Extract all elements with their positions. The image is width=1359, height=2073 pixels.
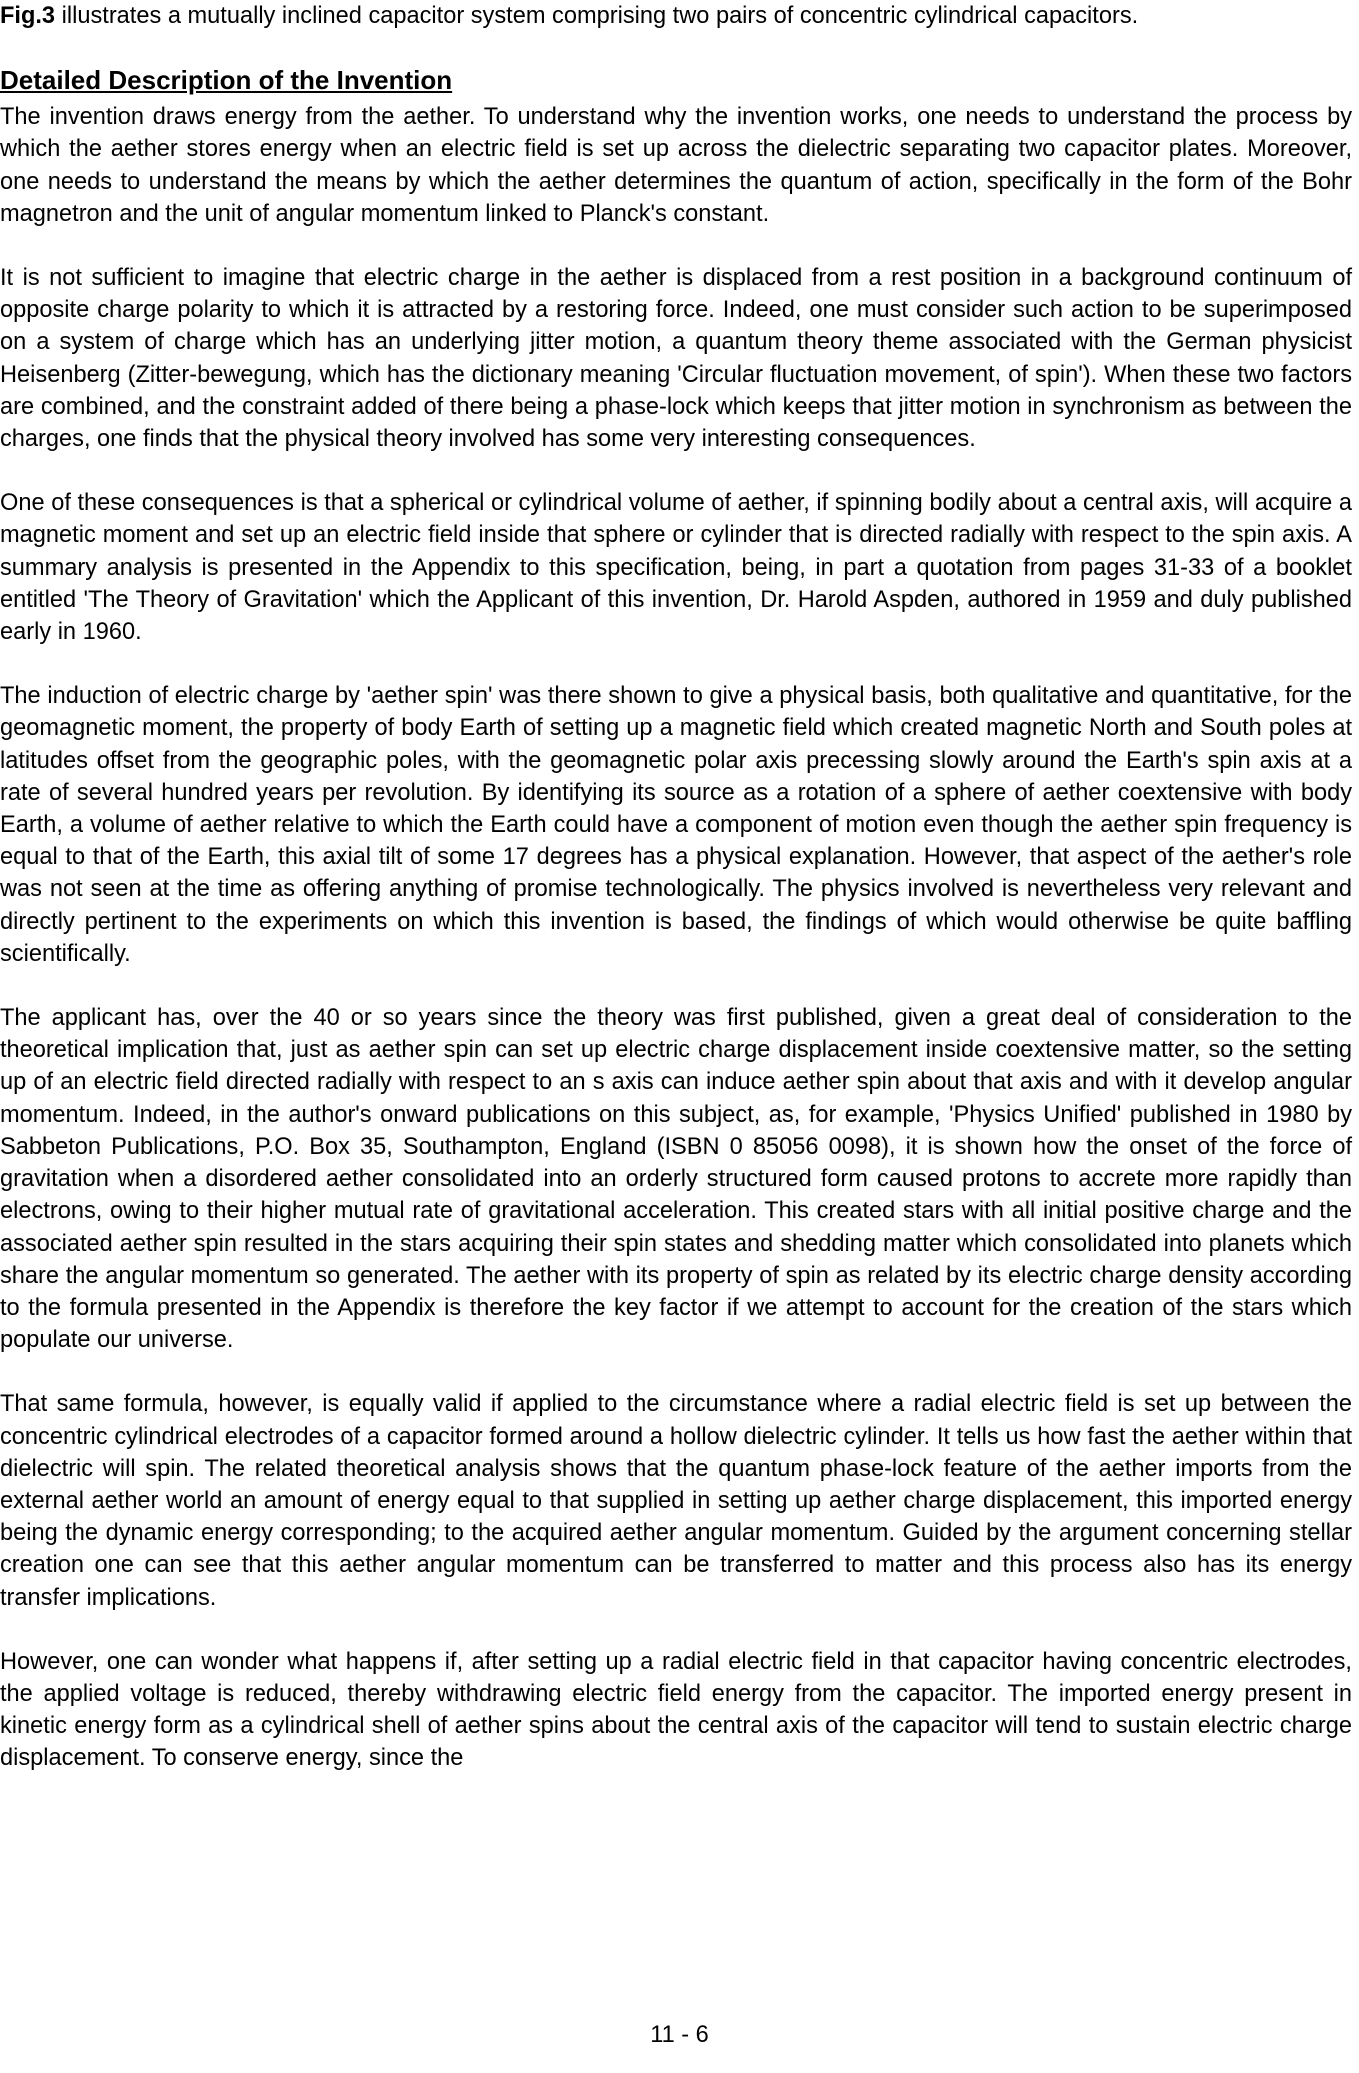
body-paragraph: However, one can wonder what happens if, after setting up a radial electric field in that capacitor having concentric electrodes, the applied voltage is reduced, thereby withdrawing electric field energy from the capacitor. The imported energy present in kinetic energy form as a cylindrical shell of aether spins about the central axis of the capacitor will tend to sustain electric charge displacement. To conserve energy, since the bbox=[0, 1648, 1352, 1772]
figure-caption-paragraph bbox=[0, 0, 1352, 32]
body-paragraph: That same formula, however, is equally valid if applied to the circumstance where a radial electric field is set up between the concentric cylindrical electrodes of a capacitor formed around a hollow dielectric cylinder. It tells us how fast the aether within that dielectric will spin. The related theoretical analysis shows that the quantum phase-lock feature of the aether imports from the external aether world an amount of energy equal to that supplied in setting up aether charge displacement, this imported energy being the dynamic energy corresponding; to the acquired aether angular momentum. Guided by the argument concerning stellar creation one can see that this aether angular momentum can be transferred to matter and this process also has its energy transfer implications. bbox=[0, 1391, 1352, 1611]
body-paragraph: The induction of electric charge by 'aether spin' was there shown to give a physical basis, both qualitative and quantitative, for the geomagnetic moment, the property of body Earth of setting up a magnetic field which created magnetic North and South poles at latitudes offset from the geographic poles, with the geomagnetic polar axis precessing slowly around the Earth's spin axis at a rate of several hundred years per revolution. By identifying its source as a rotation of a sphere of aether coextensive with body Earth, a volume of aether relative to which the Earth could have a component of motion even though the aether spin frequency is equal to that of the Earth, this axial tilt of some 17 degrees has a physical explanation. However, that aspect of the aether's role was not seen at the time as offering anything of promise technologically. The physics involved is nevertheless very relevant and directly pertinent to the experiments on which this invention is based, the findings of which would otherwise be quite baffling scientifically. bbox=[0, 683, 1352, 967]
body-paragraph: The applicant has, over the 40 or so years since the theory was first published, given a great deal of consideration to the theoretical implication that, just as aether spin can set up electric charge displacement inside coextensive matter, so the setting up of an electric field directed radially with respect to an s axis can induce aether spin about that axis and with it develop angular momentum. Indeed, in the author's onward publications on this subject, as, for example, 'Physics Unified' published in 1980 by Sabbeton Publications, P.O. Box 35, Southampton, England (ISBN 0 85056 0098), it is shown how the onset of the force of gravitation when a disordered aether consolidated into an orderly structured form caused protons to accrete more rapidly than electrons, owing to their higher mutual rate of gravitational acceleration. This created stars with all initial positive charge and the associated aether spin resulted in the stars acquiring their spin states and shedding matter which consolidated into planets which share the angular momentum so generated. The aether with its property of spin as related by its electric charge density according to the formula presented in the Appendix is therefore the key factor if we attempt to account for the creation of the stars which populate our universe. bbox=[0, 1005, 1352, 1354]
body-paragraph: The invention draws energy from the aether. To understand why the invention works, one needs to understand the process by which the aether stores energy when an electric field is set up across the dielectric separating two capacitor plates. Moreover, one needs to understand the means by which the aether determines the quantum of action, specifically in the form of the Bohr magnetron and the unit of angular momentum linked to Planck's constant. bbox=[0, 104, 1352, 227]
figure-description: illustrates a mutually inclined capacitor system comprising two pairs of concentric cylindrical capacitors. bbox=[55, 3, 1139, 29]
section-heading: Detailed Description of the Invention bbox=[0, 65, 453, 96]
body-paragraph: It is not sufficient to imagine that electric charge in the aether is displaced from a rest position in a background continuum of opposite charge polarity to which it is attracted by a restoring force. Indeed, one must consider such action to be superimposed on a system of charge which has an underlying jitter motion, a quantum theory theme associated with the German physicist Heisenberg (Zitter-bewegung, which has the dictionary meaning 'Circular fluctuation movement, of spin'). When these two factors are combined, and the constraint added of there being a phase-lock which keeps that jitter motion in synchronism as between the charges, one finds that the physical theory involved has some very interesting consequences. bbox=[0, 265, 1352, 453]
figure-label: Fig.3 bbox=[0, 3, 56, 29]
page-number: 11 - 6 bbox=[650, 2022, 709, 2048]
body-paragraph: One of these consequences is that a spherical or cylindrical volume of aether, if spinning bodily about a central axis, will acquire a magnetic moment and set up an electric field inside that sphere or cylinder that is directed radially with respect to the spin axis. A summary analysis is presented in the Appendix to this specification, being, in part a quotation from pages 31-33 of a booklet entitled 'The Theory of Gravitation' which the Applicant of this invention, Dr. Harold Aspden, authored in 1959 and duly published early in 1960. bbox=[0, 490, 1352, 646]
